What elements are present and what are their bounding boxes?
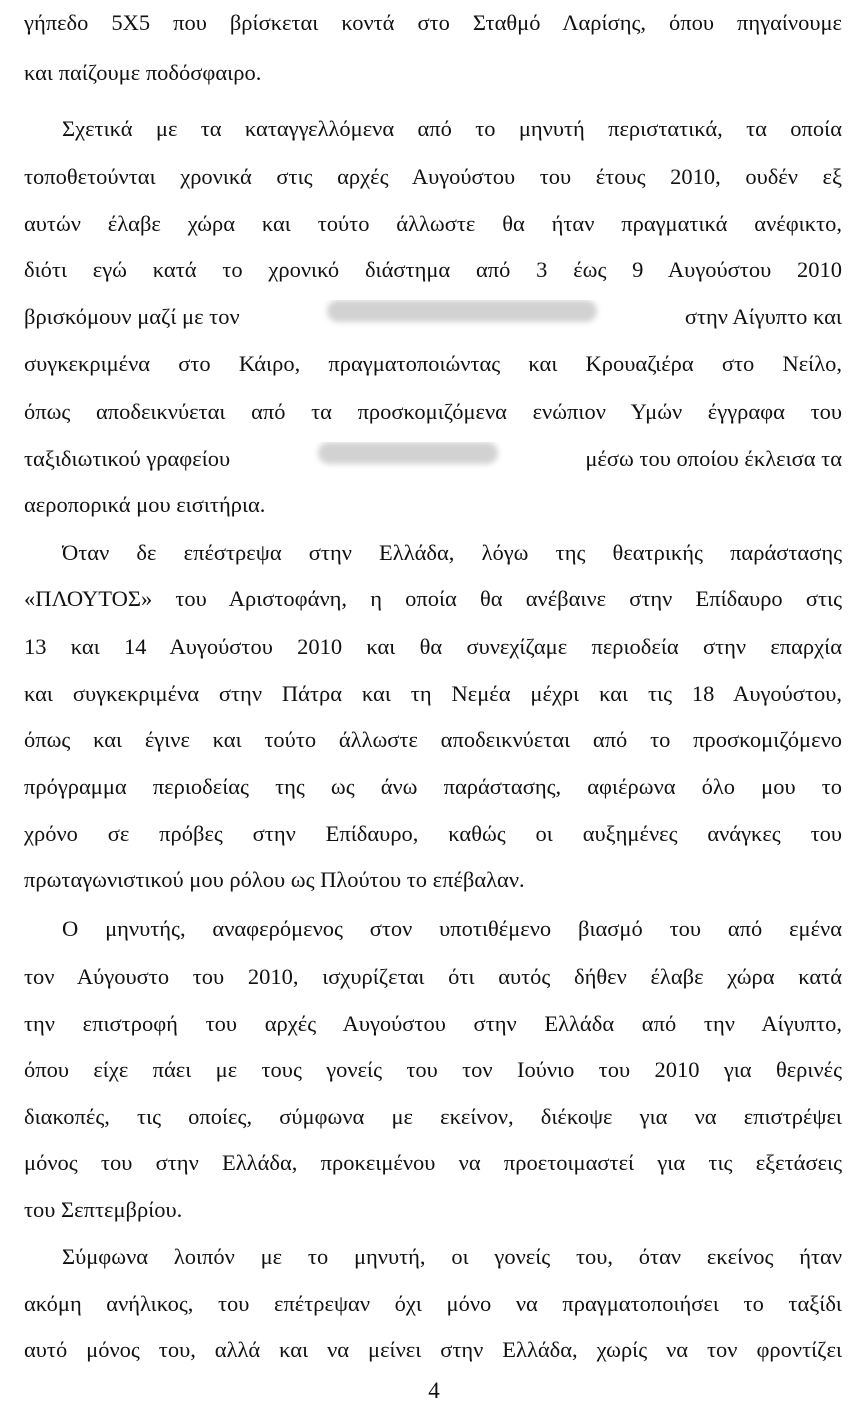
text-fragment: ταξιδιωτικού γραφείου [24,446,231,471]
text-line: ακόμη ανήλικος, του επέτρεψαν όχι μόνο να πραγματοποιήσει το ταξίδι [24,1291,842,1316]
text-line: χρόνο σε πρόβες στην Επίδαυρο, καθώς οι αυξημένες ανάγκες του [24,821,842,846]
text-line: τον Αύγουστο του 2010, ισχυρίζεται ότι αυτός δήθεν έλαβε χώρα κατά [24,964,842,989]
text-line-with-redaction [24,300,842,334]
text-line: την επιστροφή του αρχές Αυγούστου στην Ελλάδα από την Αίγυπτο, [24,1011,842,1036]
paragraph-first-line: Ο μηνυτής, αναφερόμενος στον υποτιθέμενο βιασμό του από εμένα [62,916,842,941]
text-line: αυτό μόνος του, αλλά και να μείνει στην Ελλάδα, χωρίς να τον φροντίζει [24,1337,842,1362]
text-line: γήπεδο 5Χ5 που βρίσκεται κοντά στο Σταθμό Λαρίσης, όπου πηγαίνουμε [24,10,842,35]
paragraph-first-line: Σύμφωνα λοιπόν με το μηνυτή, οι γονείς του, όταν εκείνος ήταν [62,1244,842,1269]
text-line: 13 και 14 Αυγούστου 2010 και θα συνεχίζαμε περιοδεία στην επαρχία [24,634,842,659]
text-line: αυτών έλαβε χώρα και τούτο άλλωστε θα ήταν πραγματικά ανέφικτο, [24,211,842,236]
text-fragment: στην Αίγυπτο και [684,304,842,329]
text-line: πρωταγωνιστικού μου ρόλου ως Πλούτου το επέβαλαν. [24,867,525,892]
redacted-name [327,300,597,322]
redacted-agency-name [318,442,498,464]
text-line: όπως αποδεικνύεται από τα προσκομιζόμενα ενώπιον Υμών έγγραφα του [24,399,842,424]
text-line: «ΠΛΟΥΤΟΣ» του Αριστοφάνη, η οποία θα ανέβαινε στην Επίδαυρο στις [24,586,842,611]
text-line: διακοπές, τις οποίες, σύμφωνα με εκείνον, διέκοψε για να επιστρέψει [24,1104,842,1129]
text-line: και παίζουμε ποδόσφαιρο. [24,60,262,85]
text-line: τοποθετούνται χρονικά στις αρχές Αυγούστου του έτους 2010, ουδέν εξ [24,164,842,189]
paragraph-first-line: Όταν δε επέστρεψα στην Ελλάδα, λόγω της θεατρικής παράστασης [62,540,842,565]
text-line: μόνος του στην Ελλάδα, προκειμένου να προετοιμαστεί για τις εξετάσεις [24,1150,842,1175]
text-line: διότι εγώ κατά το χρονικό διάστημα από 3 έως 9 Αυγούστου 2010 [24,257,842,282]
text-line: συγκεκριμένα στο Κάιρο, πραγματοποιώντας και Κρουαζιέρα στο Νείλο, [24,351,842,376]
text-fragment: βρισκόμουν μαζί με τον [24,304,240,329]
text-line: πρόγραμμα περιοδείας της ως άνω παράστασης, αφιέρωνα όλο μου το [24,774,842,799]
text-line: του Σεπτεμβρίου. [24,1197,183,1222]
text-line: όπως και έγινε και τούτο άλλωστε αποδεικνύεται από το προσκομιζόμενο [24,727,842,752]
text-line: και συγκεκριμένα στην Πάτρα και τη Νεμέα μέχρι και τις 18 Αυγούστου, [24,681,842,706]
text-line: όπου είχε πάει με τους γονείς του τον Ιούνιο του 2010 για θερινές [24,1057,842,1082]
page-number: 4 [428,1378,440,1403]
text-line-with-redaction [24,442,842,476]
text-line: αεροπορικά μου εισιτήρια. [24,492,266,517]
paragraph-first-line: Σχετικά με τα καταγγελλόμενα από το μηνυτή περιστατικά, τα οποία [62,116,842,141]
text-fragment: μέσω του οποίου έκλεισα τα [585,446,842,471]
